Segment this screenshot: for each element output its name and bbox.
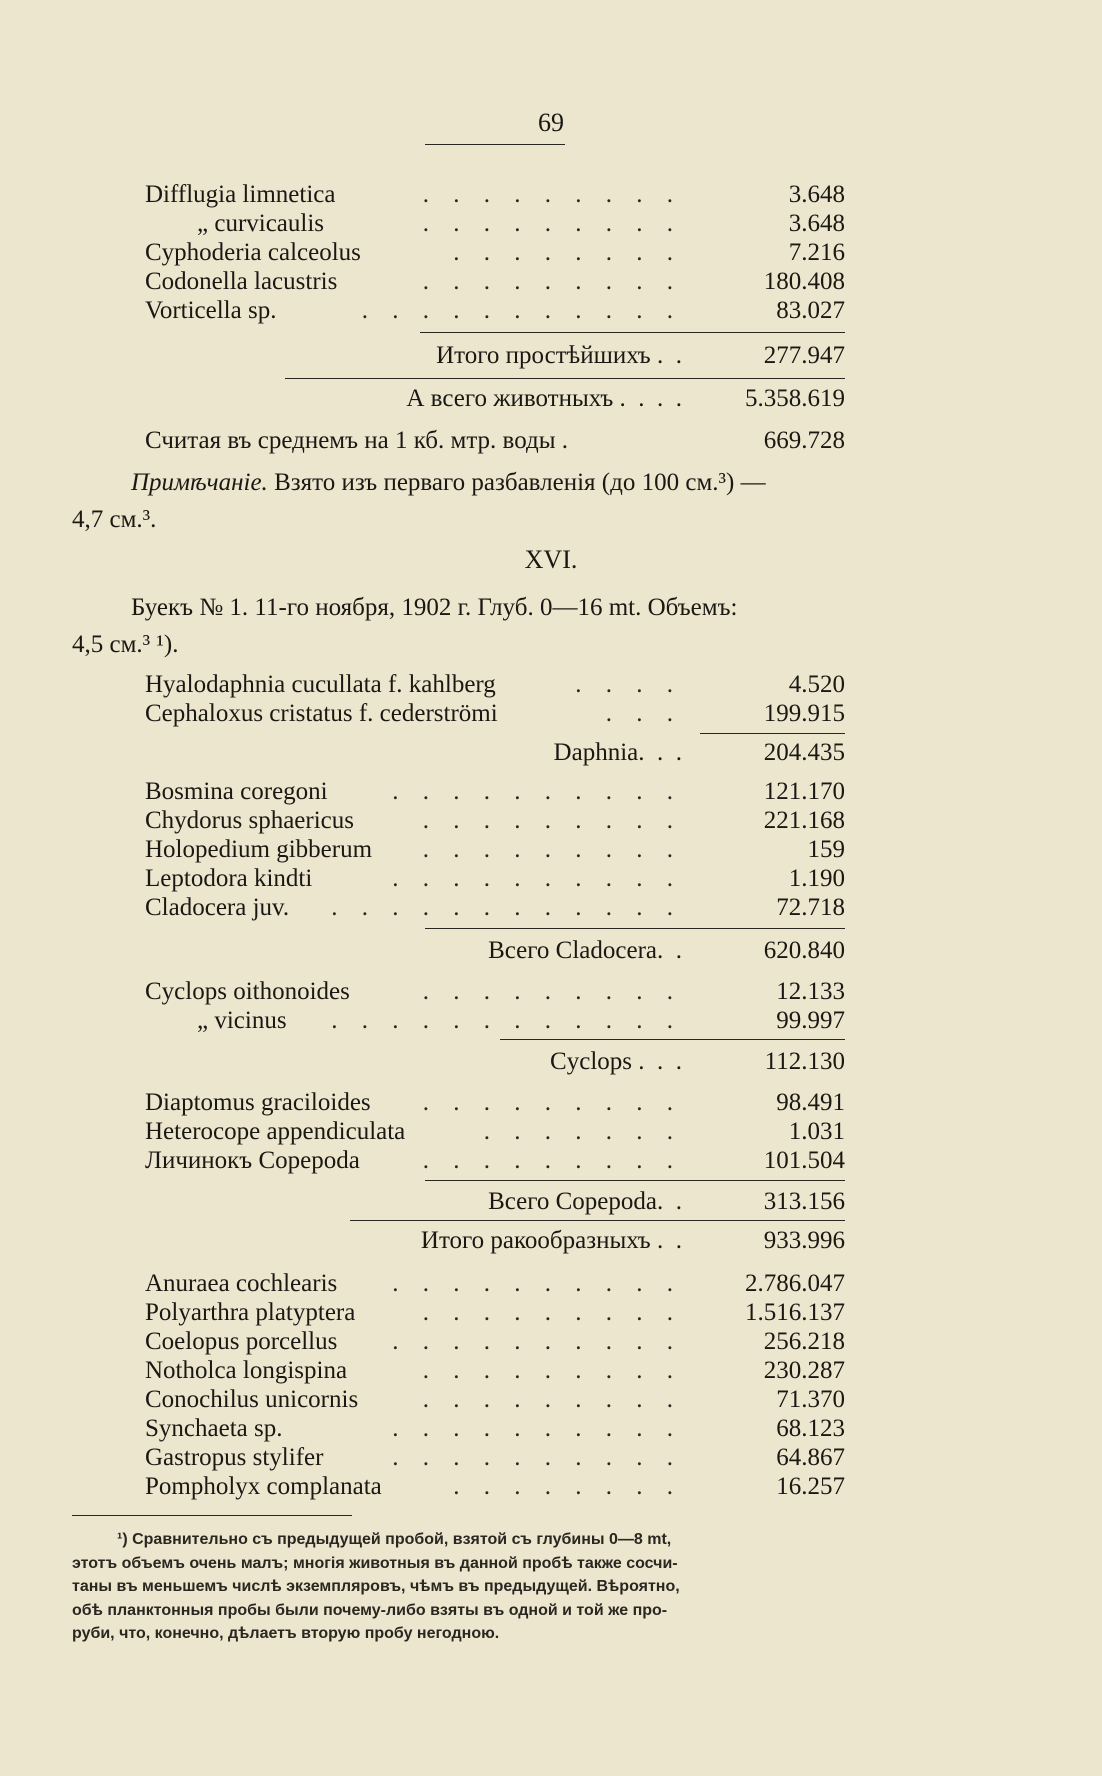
sum-rule [420,332,845,333]
list-item [0,1146,1102,1176]
list-item [0,893,1102,923]
list-item [0,1269,1102,1299]
total-row [0,384,1102,414]
leader-dots: . . . . . . . . [453,239,682,266]
species-count: 1.190 [788,865,845,892]
species-name: Bosmina coregoni [145,778,328,805]
species-name: Hyalodaphnia cucullata f. kahlberg [145,671,496,698]
footnote-line: обѣ планктонныя пробы были почему-либо взяты въ одной и той же про- [72,1601,668,1619]
per-m3-label: Считая въ среднемъ на 1 кб. мтр. воды . [145,427,568,454]
footnote-line: руби, что, конечно, дѣлаетъ вторую пробу негодною. [72,1625,500,1642]
species-name: Vorticella sp. [145,297,277,324]
species-name: Cephaloxus cristatus f. cederströmi [145,700,498,727]
species-count: 180.408 [763,268,845,295]
list-item [0,209,1102,239]
leader-dots: . . . . . . . . . [422,978,682,1005]
species-count: 121.170 [763,778,845,805]
list-item [0,864,1102,894]
species-name: Личинокъ Copepoda [145,1147,360,1174]
list-item [0,1088,1102,1118]
sum-rule [425,1180,845,1181]
species-count: 256.218 [763,1328,845,1355]
species-count: 72.718 [776,894,845,921]
leader-dots: . . . . . . . . . [422,836,682,863]
species-name: Cladocera juv. [145,894,290,921]
species-name: Synchaeta sp. [145,1415,283,1442]
total-value: 313.156 [763,1188,845,1215]
list-item [0,1414,1102,1444]
list-item [0,977,1102,1007]
footnote [72,1528,912,1646]
leader-dots: . . . . . . . . . . . . [331,894,682,921]
list-item [0,238,1102,268]
per-m3-row [0,426,1102,456]
sum-rule [285,378,845,379]
list-item [0,1356,1102,1386]
note-line-1: Примѣчаніе. Взято изъ перваго разбавленія (до 100 см.³) — [131,469,766,496]
sum-rule [500,1039,845,1040]
leader-dots: . . . . . . . . . [422,181,682,208]
species-count: 83.027 [776,297,845,324]
list-item [0,1298,1102,1328]
list-item [0,1327,1102,1357]
species-count: 159 [807,836,845,863]
list-item [0,777,1102,807]
sample-header-line-1: Буекъ № 1. 11-го ноября, 1902 г. Глуб. 0—16 mt. Объемъ: [131,594,738,621]
leader-dots: . . . . . . . . . [422,1089,682,1116]
leader-dots: . . . . . . . . . . . [361,297,682,324]
species-count: 68.123 [776,1415,845,1442]
species-count: 3.648 [788,210,845,237]
total-row [0,738,1102,768]
species-name: Anuraea cochlearis [145,1270,338,1297]
section-title: XVI. [524,545,578,574]
leader-dots: . . . [605,700,682,727]
total-value: 933.996 [763,1227,845,1254]
species-name: Polyarthra platyptera [145,1299,356,1326]
species-count: 12.133 [776,978,845,1005]
leader-dots: . . . . [575,671,682,698]
species-name: Gastropus stylifer [145,1444,324,1471]
per-m3-value: 669.728 [763,427,845,454]
leader-dots: . . . . . . . . . [422,1357,682,1384]
page-number-rule [425,144,565,145]
leader-dots: . . . . . . . . . . [392,1328,682,1355]
total-row [0,936,1102,966]
leader-dots: . . . . . . . . . [422,268,682,295]
leader-dots: . . . . . . . . . . [392,1444,682,1471]
total-label: Daphnia. . . [553,739,682,766]
list-item [0,1472,1102,1502]
leader-dots: . . . . . . . . . . [392,865,682,892]
total-label: Всего Copepoda. . [488,1188,682,1215]
species-name: Cyclops oithonoides [145,978,350,1005]
sum-rule [350,1220,845,1221]
list-item [0,1117,1102,1147]
leader-dots: . . . . . . . . . . . . [331,1007,682,1034]
sum-rule [425,928,845,929]
species-name: Difflugia limnetica [145,181,336,208]
species-name: Holopedium gibberum [145,836,373,863]
list-item [0,806,1102,836]
leader-dots: . . . . . . . . . [422,1147,682,1174]
leader-dots: . . . . . . . . . [422,1386,682,1413]
leader-dots: . . . . . . . . . [422,1299,682,1326]
note-label: Примѣчаніе. [131,469,268,496]
total-label: Итого ракообразныхъ . . [420,1227,682,1254]
species-count: 16.257 [776,1473,845,1500]
species-count: 1.516.137 [745,1299,845,1326]
leader-dots: . . . . . . . . . [422,210,682,237]
species-count: 98.491 [776,1089,845,1116]
total-label: Итого простѣйшихъ . . [436,342,682,369]
species-name: „ curvicaulis [197,210,325,237]
species-count: 221.168 [763,807,845,834]
species-count: 101.504 [763,1147,845,1174]
list-item [0,296,1102,326]
total-label: Всего Cladocera. . [488,937,682,964]
species-name: „ vicinus [197,1007,287,1034]
leader-dots: . . . . . . . . . [422,807,682,834]
species-count: 199.915 [763,700,845,727]
list-item [0,699,1102,729]
leader-dots: . . . . . . . . [453,1473,682,1500]
species-name: Codonella lacustris [145,268,338,295]
species-count: 99.997 [776,1007,845,1034]
species-name: Coelopus porcellus [145,1328,338,1355]
footnote-rule [72,1515,352,1516]
list-item [0,1385,1102,1415]
species-count: 7.216 [788,239,845,266]
total-label: Cyclops . . . [550,1048,682,1075]
total-row [0,1226,1102,1256]
species-name: Pompholyx complanata [145,1473,382,1500]
species-name: Conochilus unicornis [145,1386,359,1413]
leader-dots: . . . . . . . . . . [392,1415,682,1442]
total-value: 277.947 [763,342,845,369]
list-item [0,1443,1102,1473]
species-count: 64.867 [776,1444,845,1471]
species-name: Cyphoderia calceolus [145,239,361,266]
total-row [0,1047,1102,1077]
species-name: Chydorus sphaericus [145,807,354,834]
species-count: 230.287 [763,1357,845,1384]
list-item [0,180,1102,210]
total-row [0,1187,1102,1217]
total-row [0,341,1102,371]
leader-dots: . . . . . . . . . . [392,1270,682,1297]
total-value: 620.840 [763,937,845,964]
species-name: Heterocope appendiculata [145,1118,406,1145]
species-count: 4.520 [788,671,845,698]
leader-dots: . . . . . . . . . . [392,778,682,805]
species-count: 1.031 [788,1118,845,1145]
list-item [0,1006,1102,1036]
list-item [0,835,1102,865]
sum-rule [700,733,845,734]
total-value: 112.130 [764,1048,845,1075]
sample-header-line-2: 4,5 см.³ ¹). [72,631,179,658]
total-value: 204.435 [763,739,845,766]
note-line-2: 4,7 см.³. [72,506,157,533]
total-value: 5.358.619 [745,385,845,412]
total-label: А всего животныхъ . . . . [406,385,682,412]
list-item [0,267,1102,297]
leader-dots: . . . . . . . [483,1118,682,1145]
page-number: 69 [538,108,564,137]
species-name: Notholca longispina [145,1357,348,1384]
species-count: 71.370 [776,1386,845,1413]
footnote-line: ¹) Сравнительно съ предыдущей пробой, взятой съ глубины 0—8 mt, [117,1531,672,1548]
footnote-line: этотъ объемъ очень малъ; многія животныя въ данной пробѣ также сосчи- [72,1554,678,1572]
species-name: Diaptomus graciloides [145,1089,371,1116]
species-name: Leptodora kindti [145,865,313,892]
list-item [0,670,1102,700]
species-count: 2.786.047 [745,1270,845,1297]
footnote-line: таны въ меньшемъ числѣ экземпляровъ, чѣмъ въ предыдущей. Вѣроятно, [72,1578,680,1595]
species-count: 3.648 [788,181,845,208]
